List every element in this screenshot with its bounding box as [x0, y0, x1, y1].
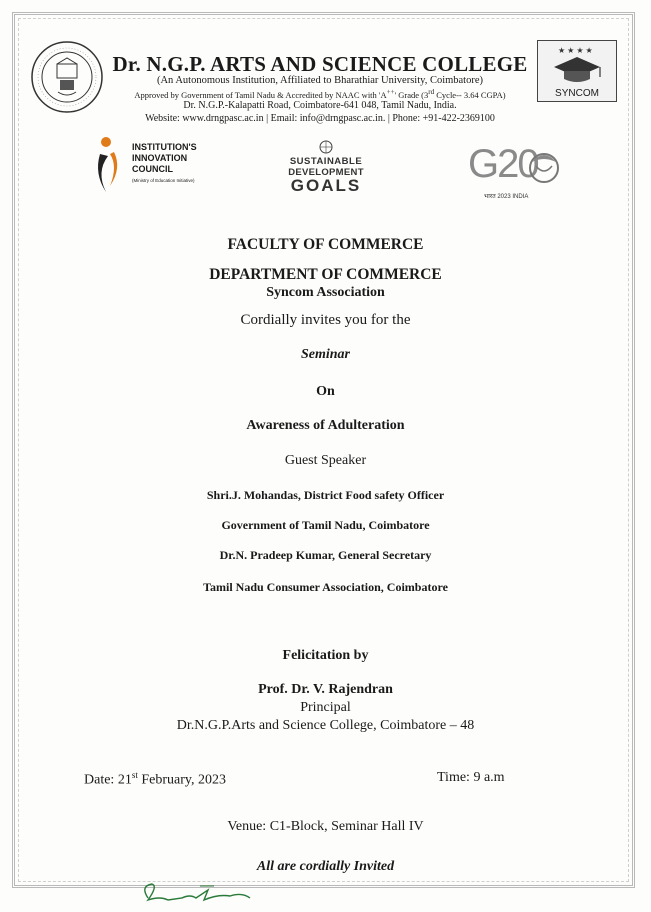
college-name: Dr. N.G.P. ARTS AND SCIENCE COLLEGE	[112, 52, 528, 76]
iic-subtitle: (Ministry of Education Initiative)	[132, 178, 195, 183]
seminar-topic: Awareness of Adulteration	[246, 418, 405, 433]
graduation-cap-icon	[538, 41, 616, 89]
association-name: Syncom Association	[266, 285, 385, 300]
speaker-2-org: Tamil Nadu Consumer Association, Coimbatore	[203, 580, 448, 594]
g20-subtitle: भारत 2023 INDIA	[484, 194, 529, 200]
event-type: Seminar	[300, 347, 350, 362]
un-emblem-icon	[318, 140, 334, 154]
iic-line2: INNOVATION	[132, 153, 188, 163]
lotus-globe-icon	[524, 146, 564, 186]
sdg-line2: DEVELOPMENT	[288, 167, 364, 178]
college-contact: Website: www.drngpasc.ac.in | Email: info@drngpasc.ac.in. | Phone: +91-422-2369100	[145, 113, 495, 124]
college-address: Dr. N.G.P.-Kalapatti Road, Coimbatore-641 048, Tamil Nadu, India.	[183, 100, 457, 111]
iic-line3: COUNCIL	[132, 164, 173, 174]
iic-line1: INSTITUTION'S	[132, 142, 197, 152]
sdg-logo	[286, 140, 366, 196]
faculty-heading: FACULTY OF COMMERCE	[227, 236, 424, 253]
event-venue: Venue: C1-Block, Seminar Hall IV	[227, 819, 424, 834]
syncom-logo	[537, 40, 617, 102]
college-affiliation: (An Autonomous Institution, Affiliated to Bharathiar University, Coimbatore)	[156, 75, 484, 86]
felicitator-role: Principal	[300, 700, 351, 715]
speaker-2: Dr.N. Pradeep Kumar, General Secretary	[219, 548, 432, 562]
college-seal-icon	[30, 40, 104, 114]
g20-logo	[466, 138, 566, 208]
college-accreditation: Approved by Government of Tamil Nadu & Accredited by NAAC with 'A++' Grade (3rd Cycle-- 3.64 CGPA)	[134, 88, 506, 100]
g20-text: G20	[468, 142, 538, 186]
on-label: On	[316, 384, 335, 399]
invitation-text: Cordially invites you for the	[240, 312, 411, 328]
event-time: Time: 9 a.m	[437, 770, 505, 785]
speaker-1-org: Government of Tamil Nadu, Coimbatore	[221, 518, 430, 532]
sdg-line3: GOALS	[290, 176, 362, 195]
guest-speaker-label: Guest Speaker	[284, 453, 367, 468]
felicitator-institution: Dr.N.G.P.Arts and Science College, Coimbatore – 48	[176, 718, 475, 733]
svg-text:★ ★ ★ ★: ★ ★ ★ ★	[558, 46, 593, 55]
sdg-line1: SUSTAINABLE	[289, 156, 363, 167]
event-date: Date: 21st February, 2023	[84, 770, 226, 788]
department-heading: DEPARTMENT OF COMMERCE	[209, 266, 442, 283]
felicitation-label: Felicitation by	[282, 648, 369, 663]
signature-icon	[138, 876, 288, 908]
closing-line: All are cordially Invited	[256, 859, 395, 874]
speaker-1: Shri.J. Mohandas, District Food safety Officer	[206, 488, 445, 502]
iic-logo	[92, 134, 242, 196]
felicitator-name: Prof. Dr. V. Rajendran	[258, 682, 393, 697]
syncom-label: SYNCOM	[555, 88, 599, 99]
iic-figure-icon	[92, 134, 132, 196]
